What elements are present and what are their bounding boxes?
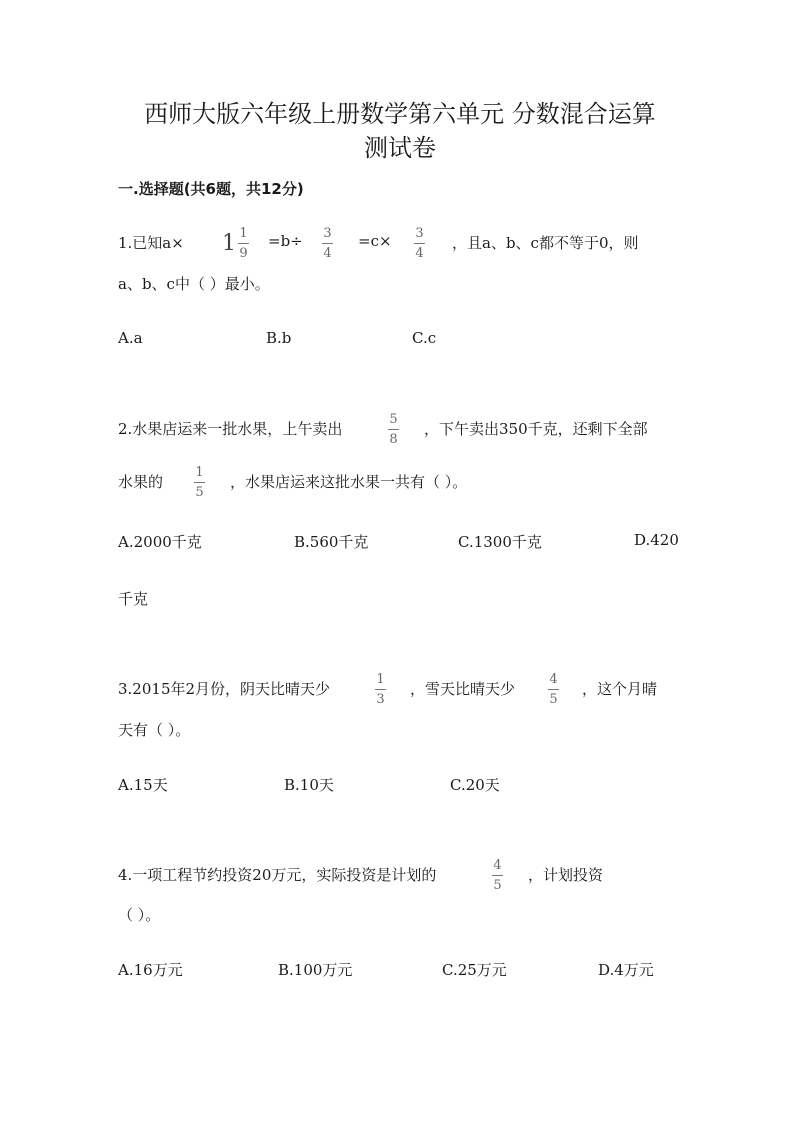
q2-option-c[interactable]: C.1300千克	[458, 533, 542, 551]
q1-f2-denominator: 4	[323, 246, 332, 261]
q1-option-b[interactable]: B.b	[266, 329, 292, 347]
q3-option-a[interactable]: A.15天	[118, 776, 168, 794]
q1-mixed-number	[222, 226, 249, 261]
fraction-bar	[238, 243, 249, 244]
q1-text-d: ，且a、b、c都不等于0，则	[452, 234, 639, 252]
q2-option-d-wrap: 千克	[118, 590, 149, 608]
q3-text-a: 3.2015年2月份，阴天比晴天少	[118, 680, 331, 698]
q3-f2-numerator: 4	[549, 672, 558, 687]
q3-fraction-2	[548, 672, 559, 707]
q3-f1-numerator: 1	[376, 672, 385, 687]
q2-option-a[interactable]: A.2000千克	[118, 533, 202, 551]
q1-mixed-numerator: 1	[239, 226, 248, 241]
q3-option-c[interactable]: C.20天	[450, 776, 500, 794]
q2-f1-denominator: 8	[389, 432, 398, 447]
q4-option-d[interactable]: D.4万元	[598, 961, 654, 979]
fraction-bar	[388, 429, 399, 430]
q1-text-a: 1.已知a×	[118, 234, 184, 252]
q1-mixed-fraction	[238, 226, 249, 261]
q3-text-b: ，雪天比晴天少	[410, 680, 516, 698]
q1-f3-numerator: 3	[415, 226, 424, 241]
q2-fraction-2	[194, 465, 205, 500]
q4-text-line2: （ ）。	[118, 906, 161, 924]
fraction-bar	[414, 243, 425, 244]
section-heading: 一.选择题(共6题，共12分)	[118, 180, 304, 198]
q2-option-d[interactable]: D.420	[634, 531, 679, 549]
q2-text-d: ，水果店运来这批水果一共有（ ）。	[230, 473, 468, 491]
q2-text-b: ，下午卖出350千克，还剩下全部	[424, 420, 648, 438]
q2-text-c: 水果的	[118, 473, 164, 491]
q4-f1-denominator: 5	[493, 878, 502, 893]
q4-text-b: ，计划投资	[528, 866, 604, 884]
q4-option-c[interactable]: C.25万元	[442, 961, 507, 979]
q2-option-b[interactable]: B.560千克	[294, 533, 369, 551]
q3-option-b[interactable]: B.10天	[284, 776, 334, 794]
q4-option-b[interactable]: B.100万元	[278, 961, 353, 979]
q2-f2-numerator: 1	[195, 465, 204, 480]
q4-fraction-1	[492, 858, 503, 893]
q4-option-a[interactable]: A.16万元	[118, 961, 183, 979]
q3-f1-denominator: 3	[376, 692, 385, 707]
q1-text-b: =b÷	[268, 232, 303, 250]
fraction-bar	[492, 875, 503, 876]
q2-f2-denominator: 5	[195, 485, 204, 500]
q1-option-a[interactable]: A.a	[118, 329, 143, 347]
fraction-bar	[548, 689, 559, 690]
q4-f1-numerator: 4	[493, 858, 502, 873]
q1-mixed-whole: 1	[222, 231, 236, 256]
q3-text-line2: 天有（ ）。	[118, 721, 191, 739]
q1-fraction-2	[322, 226, 333, 261]
fraction-bar	[375, 689, 386, 690]
q3-text-c: ，这个月晴	[582, 680, 658, 698]
q3-f2-denominator: 5	[549, 692, 558, 707]
fraction-bar	[322, 243, 333, 244]
q1-f2-numerator: 3	[323, 226, 332, 241]
q1-text-line2: a、b、c中（ ）最小。	[118, 275, 270, 293]
exam-title-line1: 西师大版六年级上册数学第六单元 分数混合运算	[144, 100, 656, 128]
q3-fraction-1	[375, 672, 386, 707]
q2-f1-numerator: 5	[389, 412, 398, 427]
q1-mixed-denominator: 9	[239, 246, 248, 261]
q2-text-a: 2.水果店运来一批水果，上午卖出	[118, 420, 343, 438]
exam-title-line2: 测试卷	[364, 134, 436, 162]
q2-fraction-1	[388, 412, 399, 447]
q4-text-a: 4.一项工程节约投资20万元，实际投资是计划的	[118, 866, 437, 884]
fraction-bar	[194, 482, 205, 483]
q1-f3-denominator: 4	[415, 246, 424, 261]
q1-option-c[interactable]: C.c	[412, 329, 437, 347]
q1-text-c: =c×	[358, 232, 392, 250]
q1-fraction-3	[414, 226, 425, 261]
